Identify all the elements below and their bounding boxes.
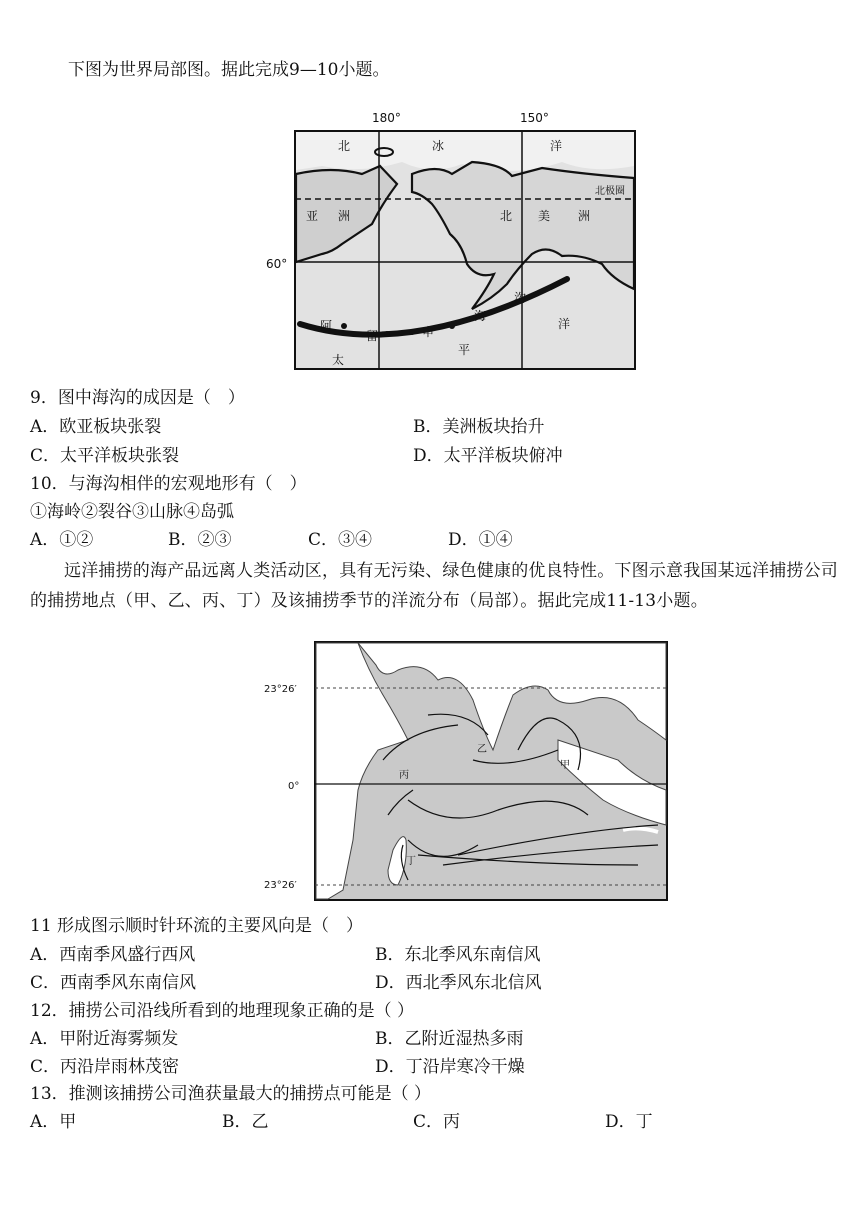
- q10-stem: 10．与海沟相伴的宏观地形有（ ）: [30, 474, 307, 494]
- map-label-zhou2: 洲: [578, 209, 591, 223]
- map-label-a: 阿: [320, 319, 333, 333]
- intro-text-2: 远洋捕捞的海产品远离人类活动区，具有无污染、绿色健康的优良特性。下图示意我国某远洋捕捞公司的捕捞地点（甲、乙、丙、丁）及该捕捞季节的洋流分布（局部）。据此完成11-13小题。: [30, 561, 838, 611]
- map-label-yang2: 洋: [558, 317, 571, 331]
- map-label-tai: 太: [332, 353, 345, 367]
- q10-option-d: D．①④: [448, 530, 513, 550]
- world-partial-map: [262, 104, 652, 372]
- point-yi: 乙: [477, 744, 487, 755]
- q10-option-b: B．②③: [168, 530, 232, 550]
- arctic-circle-label: 北极圈: [595, 186, 625, 197]
- q13-option-a: A．甲: [30, 1112, 77, 1132]
- q9-option-d: D．太平洋板块俯冲: [413, 446, 563, 466]
- q12-stem: 12．捕捞公司沿线所看到的地理现象正确的是（ ）: [30, 1001, 415, 1021]
- map-label-liu: 留: [366, 329, 379, 343]
- map-label-gou: 沟: [514, 291, 527, 305]
- map-label-ping: 平: [458, 343, 471, 357]
- map-label-mei: 美: [538, 209, 551, 223]
- indian-ocean-current-map: [258, 640, 670, 904]
- lat-label-north: 23°26′: [264, 684, 297, 695]
- q12-option-b: B．乙附近湿热多雨: [375, 1029, 524, 1049]
- map-label-bei: 北: [338, 139, 351, 153]
- map-label-bing: 冰: [432, 139, 445, 153]
- q13-option-c: C．丙: [413, 1112, 461, 1132]
- q11-stem: 11 形成图示顺时针环流的主要风向是（ ）: [30, 916, 364, 936]
- q11-option-c: C．西南季风东南信风: [30, 973, 197, 993]
- q9-option-a: A．欧亚板块张裂: [30, 417, 162, 437]
- lat-label-equator: 0°: [288, 781, 300, 792]
- q11-option-d: D．西北季风东北信风: [375, 973, 542, 993]
- intro-text-1: 下图为世界局部图。据此完成9—10小题。: [68, 60, 390, 80]
- map-label-shen: 申: [422, 325, 435, 339]
- q10-items: ①海岭②裂谷③山脉④岛弧: [30, 502, 234, 522]
- map-label-hai: 海: [474, 309, 487, 323]
- q10-option-a: A．①②: [30, 530, 94, 550]
- q11-option-b: B．东北季风东南信风: [375, 945, 541, 965]
- q9-stem: 9．图中海沟的成因是（ ）: [30, 388, 245, 408]
- q9-option-b: B．美洲板块抬升: [413, 417, 545, 437]
- q12-option-a: A．甲附近海雾频发: [30, 1029, 179, 1049]
- q9-option-c: C．太平洋板块张裂: [30, 446, 180, 466]
- q10-option-c: C．③④: [308, 530, 373, 550]
- map-label-zhou1: 洲: [338, 209, 351, 223]
- lon-label-150: 150°: [520, 111, 549, 125]
- q11-option-a: A．西南季风盛行西风: [30, 945, 196, 965]
- q12-option-d: D．丁沿岸寒冷干燥: [375, 1057, 525, 1077]
- map-label-bei2: 北: [500, 209, 513, 223]
- lat-label-60: 60°: [266, 257, 288, 271]
- lat-label-south: 23°26′: [264, 880, 297, 891]
- q12-option-c: C．丙沿岸雨林茂密: [30, 1057, 180, 1077]
- lon-label-180: 180°: [372, 111, 401, 125]
- map-label-ya: 亚: [306, 209, 319, 223]
- point-ding: 丁: [406, 856, 416, 867]
- q13-option-b: B．乙: [222, 1112, 269, 1132]
- map-label-yang: 洋: [550, 139, 563, 153]
- q13-option-d: D．丁: [605, 1112, 653, 1132]
- point-jia: 甲: [560, 760, 570, 771]
- point-bing: 丙: [399, 770, 409, 781]
- q13-stem: 13．推测该捕捞公司渔获量最大的捕捞点可能是（ ）: [30, 1084, 432, 1104]
